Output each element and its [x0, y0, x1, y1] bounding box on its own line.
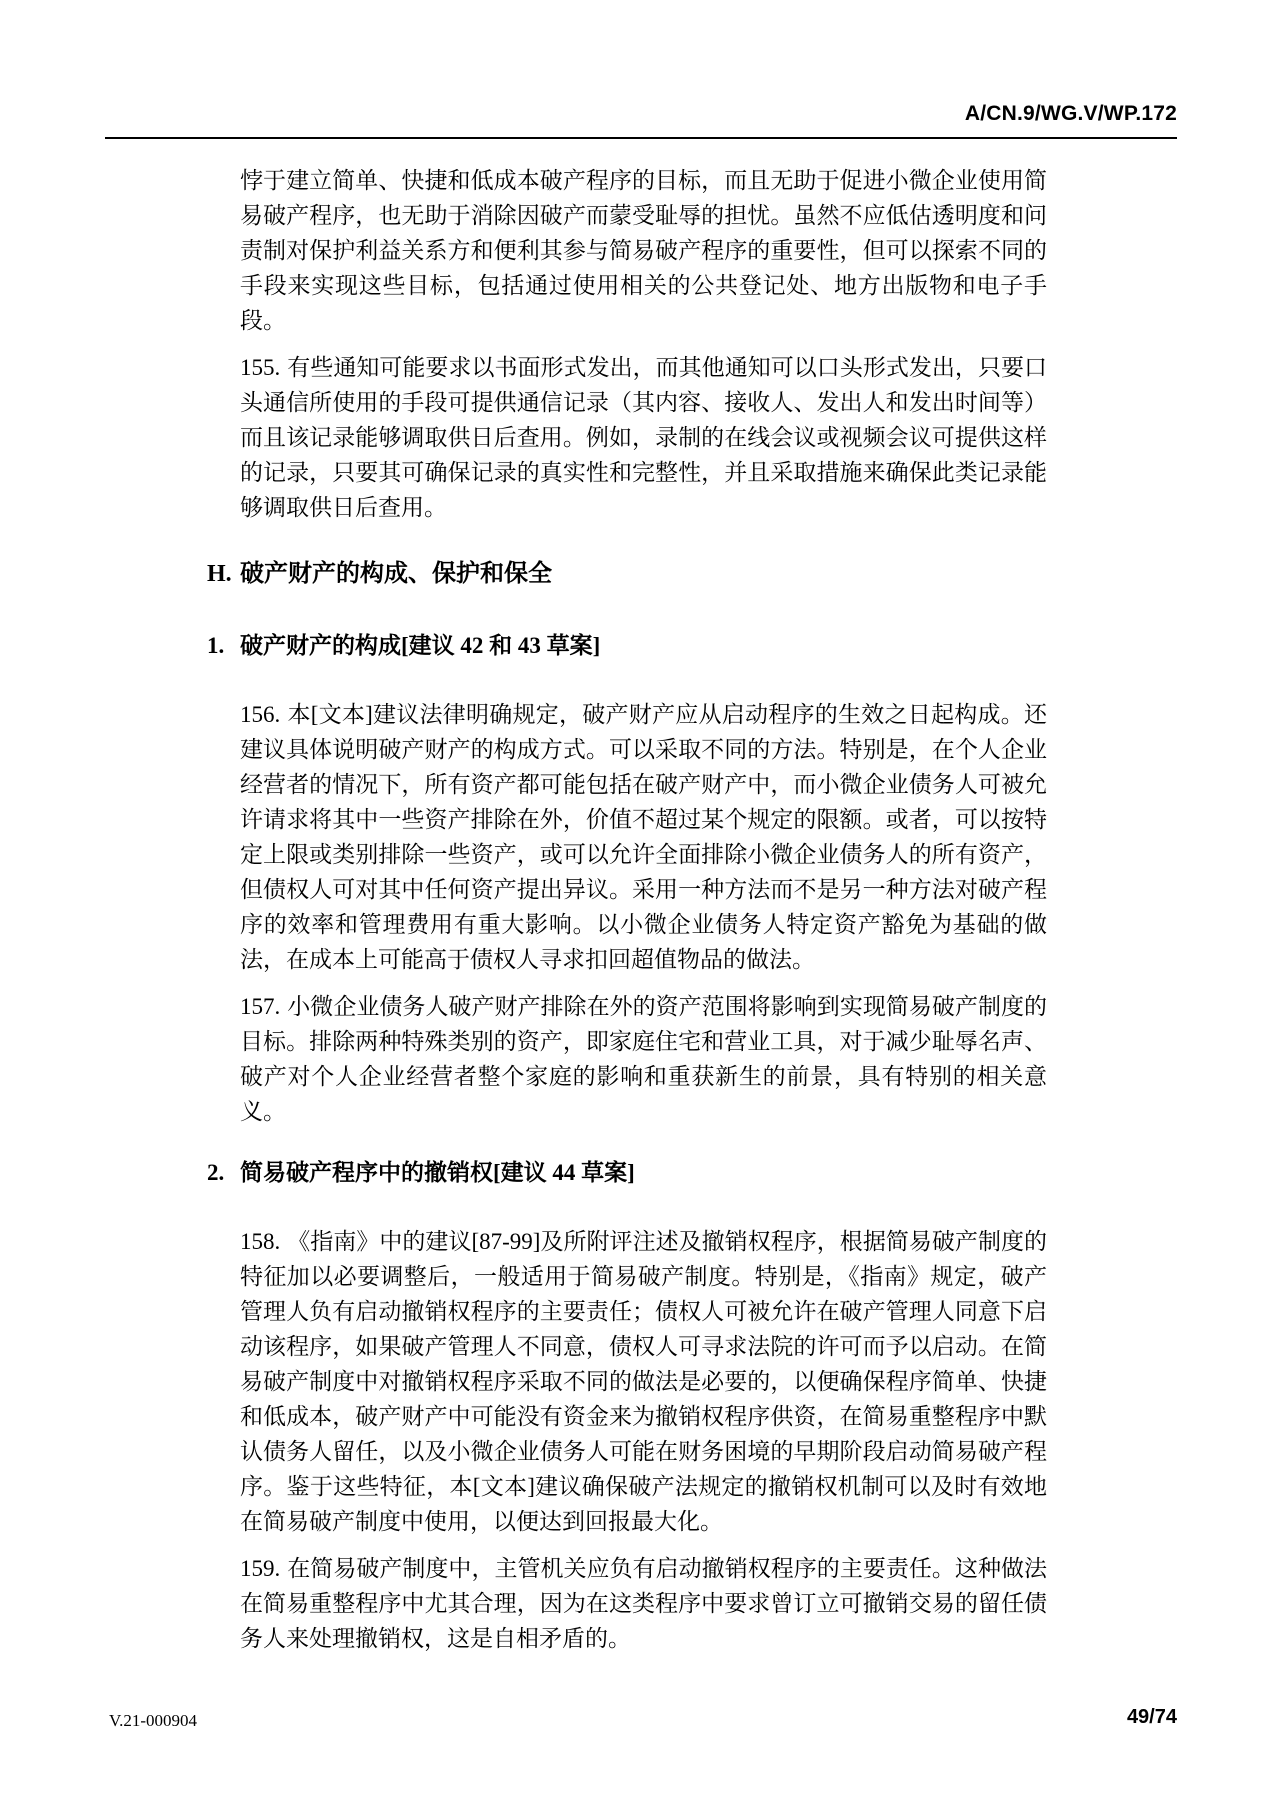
- paragraph-159: [240, 1551, 1047, 1656]
- subsection-heading-2: [207, 1155, 1047, 1191]
- subsection-heading-1: [207, 628, 1047, 664]
- page-number: 49/74: [1126, 1706, 1177, 1728]
- paragraph-number: 155.: [240, 355, 281, 380]
- heading-title: 破产财产的构成[建议 42 和 43 草案]: [240, 633, 601, 658]
- paragraph-text: 小微企业债务人破产财产排除在外的资产范围将影响到实现简易破产制度的目标。排除两种特殊类别的资产，即家庭住宅和营业工具，对于减少耻辱名声、破产对个人企业经营者整个家庭的影响和重获新生的前景，具有特别的相关意义。: [240, 994, 1047, 1124]
- heading-number: H.: [207, 561, 232, 587]
- header-rule: [105, 137, 1177, 139]
- paragraph-number: 156.: [240, 702, 281, 727]
- paragraph-text: 《指南》中的建议[87-99]及所附评注述及撤销权程序，根据简易破产制度的特征加以必要调整后，一般适用于简易破产制度。特别是，《指南》规定，破产管理人负有启动撤销权程序的主要责任；债权人可被允许在破产管理人同意下启动该程序，如果破产管理人不同意，债权人可寻求法院的许可而予以启动。在简易破产制度中对撤销权程序采取不同的做法是必要的，以便确保程序简单、快捷和低成本，破产财产中可能没有资金来为撤销权程序供资，在简易重整程序中默认债务人留任，以及小微企业债务人可能在财务困境的早期阶段启动简易破产程序。鉴于这些特征，本[文本]建议确保破产法规定的撤销权机制可以及时有效地在简易破产制度中使用，以便达到回报最大化。: [240, 1229, 1047, 1534]
- section-heading-h: [207, 556, 1047, 592]
- heading-title: 简易破产程序中的撤销权[建议 44 草案]: [240, 1160, 635, 1185]
- paragraph-number: 159.: [240, 1556, 281, 1581]
- continuation-paragraph: [240, 163, 1047, 338]
- footer-reference: V.21-000904: [109, 1711, 197, 1730]
- heading-number: 1.: [207, 633, 225, 658]
- paragraph-text: 在简易破产制度中，主管机关应负有启动撤销权程序的主要责任。这种做法在简易重整程序中尤其合理，因为在这类程序中要求曾订立可撤销交易的留任债务人来处理撤销权，这是自相矛盾的。: [240, 1556, 1047, 1651]
- paragraph-155: [240, 350, 1047, 525]
- paragraph-number: 158.: [240, 1229, 281, 1254]
- heading-title: 破产财产的构成、保护和保全: [240, 561, 552, 587]
- paragraph-number: 157.: [240, 994, 281, 1019]
- heading-number: 2.: [207, 1160, 225, 1185]
- paragraph-text: 有些通知可能要求以书面形式发出，而其他通知可以口头形式发出，只要口头通信所使用的手段可提供通信记录（其内容、接收人、发出人和发出时间等）而且该记录能够调取供日后查用。例如，录制的在线会议或视频会议可提供这样的记录，只要其可确保记录的真实性和完整性，并且采取措施来确保此类记录能够调取供日后查用。: [240, 355, 1047, 520]
- paragraph-158: [240, 1224, 1047, 1539]
- paragraph-text: 本[文本]建议法律明确规定，破产财产应从启动程序的生效之日起构成。还建议具体说明破产财产的构成方式。可以采取不同的方法。特别是，在个人企业经营者的情况下，所有资产都可能包括在破产财产中，而小微企业债务人可被允许请求将其中一些资产排除在外，价值不超过某个规定的限额。或者，可以按特定上限或类别排除一些资产，或可以允许全面排除小微企业债务人的所有资产，但债权人可对其中任何资产提出异议。采用一种方法而不是另一种方法对破产程序的效率和管理费用有重大影响。以小微企业债务人特定资产豁免为基础的做法，在成本上可能高于债权人寻求扣回超值物品的做法。: [240, 702, 1047, 972]
- document-body: [207, 163, 1047, 1668]
- document-symbol: A/CN.9/WG.V/WP.172: [964, 102, 1177, 125]
- paragraph-text: 悖于建立简单、快捷和低成本破产程序的目标，而且无助于促进小微企业使用简易破产程序，也无助于消除因破产而蒙受耻辱的担忧。虽然不应低估透明度和问责制对保护利益关系方和便利其参与简易破产程序的重要性，但可以探索不同的手段来实现这些目标，包括通过使用相关的公共登记处、地方出版物和电子手段。: [240, 168, 1047, 333]
- paragraph-157: [240, 989, 1047, 1129]
- paragraph-156: [240, 697, 1047, 977]
